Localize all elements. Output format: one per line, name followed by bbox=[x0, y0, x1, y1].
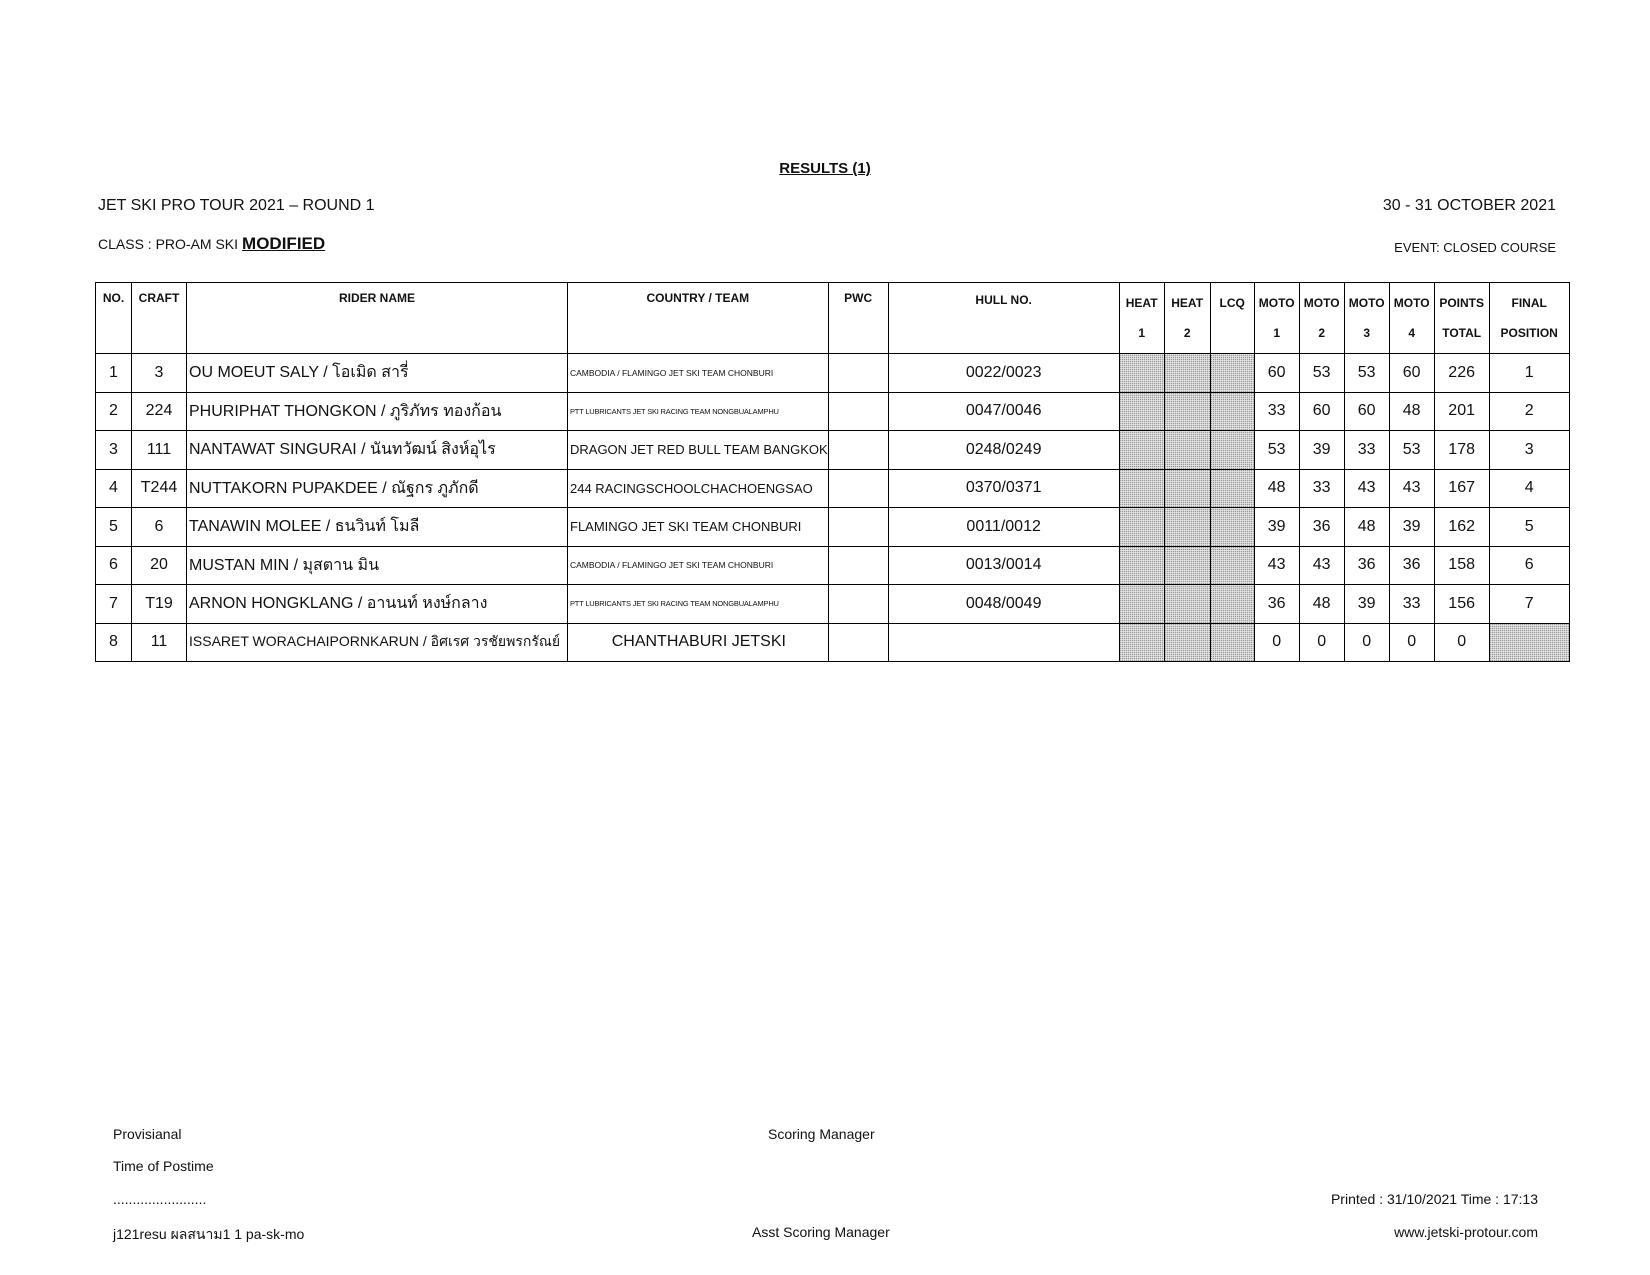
cell-moto3: 43 bbox=[1344, 469, 1389, 508]
cell-hull: 0248/0249 bbox=[888, 431, 1119, 470]
class-value: MODIFIED bbox=[242, 234, 326, 253]
cell-craft: 111 bbox=[132, 431, 187, 470]
cell-no: 1 bbox=[96, 354, 132, 393]
cell-team: CHANTHABURI JETSKI bbox=[568, 623, 829, 662]
col-header-team: COUNTRY / TEAM bbox=[568, 283, 829, 354]
cell-craft: 224 bbox=[132, 392, 187, 431]
cell-hull: 0370/0371 bbox=[888, 469, 1119, 508]
cell-rider: ARNON HONGKLANG / อานนท์ หงษ์กลาง bbox=[187, 585, 568, 624]
table-row bbox=[96, 546, 1570, 585]
cell-rider: ISSARET WORACHAIPORNKARUN / อิศเรศ วรชัยพรกรัณย์ bbox=[187, 623, 568, 662]
cell-final: 7 bbox=[1489, 585, 1569, 624]
cell-pwc bbox=[828, 546, 888, 585]
cell-moto1: 53 bbox=[1254, 431, 1299, 470]
col-header-moto4-top: MOTO bbox=[1393, 296, 1430, 310]
cell-moto1: 60 bbox=[1254, 354, 1299, 393]
cell-team: 244 RACINGSCHOOLCHACHOENGSAO bbox=[568, 469, 829, 508]
cell-hull: 0047/0046 bbox=[888, 392, 1119, 431]
col-header-heat2-top: HEAT bbox=[1171, 296, 1204, 310]
cell-total: 178 bbox=[1434, 431, 1489, 470]
footer-scoring-manager: Scoring Manager bbox=[768, 1126, 875, 1142]
cell-pwc bbox=[828, 585, 888, 624]
cell-no: 3 bbox=[96, 431, 132, 470]
cell-moto4: 43 bbox=[1389, 469, 1434, 508]
cell-no: 6 bbox=[96, 546, 132, 585]
cell-hull: 0013/0014 bbox=[888, 546, 1119, 585]
cell-moto4: 39 bbox=[1389, 508, 1434, 547]
cell-no: 2 bbox=[96, 392, 132, 431]
footer-website: www.jetski-protour.com bbox=[1394, 1224, 1538, 1240]
cell-heat1 bbox=[1119, 469, 1164, 508]
cell-no: 8 bbox=[96, 623, 132, 662]
cell-moto3: 0 bbox=[1344, 623, 1389, 662]
col-header-heat1-bottom: 1 bbox=[1138, 326, 1145, 340]
cell-moto1: 0 bbox=[1254, 623, 1299, 662]
cell-total: 201 bbox=[1434, 392, 1489, 431]
col-header-heat2-bottom: 2 bbox=[1183, 326, 1191, 340]
cell-lcq bbox=[1210, 469, 1254, 508]
col-header-rider: RIDER NAME bbox=[187, 283, 568, 354]
cell-heat1 bbox=[1119, 431, 1164, 470]
table-row bbox=[96, 431, 1570, 470]
event-date: 30 - 31 OCTOBER 2021 bbox=[1382, 197, 1556, 214]
table-row bbox=[96, 585, 1570, 624]
cell-lcq bbox=[1210, 508, 1254, 547]
cell-pwc bbox=[828, 469, 888, 508]
col-header-heat1 bbox=[1119, 283, 1164, 354]
event-type: EVENT: CLOSED COURSE bbox=[1394, 240, 1556, 255]
cell-rider: MUSTAN MIN / มุสตาน มิน bbox=[187, 546, 568, 585]
cell-heat1 bbox=[1119, 508, 1164, 547]
cell-final: 4 bbox=[1489, 469, 1569, 508]
col-header-moto2 bbox=[1299, 283, 1344, 354]
cell-moto2: 60 bbox=[1299, 392, 1344, 431]
cell-total: 0 bbox=[1434, 623, 1489, 662]
cell-moto3: 60 bbox=[1344, 392, 1389, 431]
cell-heat2 bbox=[1164, 392, 1210, 431]
cell-moto2: 48 bbox=[1299, 585, 1344, 624]
cell-team: CAMBODIA / FLAMINGO JET SKI TEAM CHONBURI bbox=[568, 354, 829, 393]
cell-heat2 bbox=[1164, 469, 1210, 508]
cell-heat1 bbox=[1119, 623, 1164, 662]
cell-pwc bbox=[828, 431, 888, 470]
cell-rider: TANAWIN MOLEE / ธนวินท์ โมลี bbox=[187, 508, 568, 547]
cell-moto2: 39 bbox=[1299, 431, 1344, 470]
cell-craft: T244 bbox=[132, 469, 187, 508]
cell-moto4: 60 bbox=[1389, 354, 1434, 393]
table-row bbox=[96, 623, 1570, 662]
page-title: RESULTS (1) bbox=[779, 160, 871, 177]
col-header-points bbox=[1434, 283, 1489, 354]
cell-moto3: 53 bbox=[1344, 354, 1389, 393]
col-header-final-top: FINAL bbox=[1511, 296, 1547, 310]
cell-hull bbox=[888, 623, 1119, 662]
class-line bbox=[98, 234, 325, 254]
cell-craft: T19 bbox=[132, 585, 187, 624]
cell-lcq bbox=[1210, 623, 1254, 662]
cell-moto4: 0 bbox=[1389, 623, 1434, 662]
cell-heat2 bbox=[1164, 585, 1210, 624]
cell-rider: NUTTAKORN PUPAKDEE / ณัฐกร ภูภักดี bbox=[187, 469, 568, 508]
footer-provisional: Provisianal bbox=[113, 1126, 182, 1142]
cell-pwc bbox=[828, 623, 888, 662]
cell-moto2: 0 bbox=[1299, 623, 1344, 662]
col-header-moto4 bbox=[1389, 283, 1434, 354]
event-name: JET SKI PRO TOUR 2021 – ROUND 1 bbox=[98, 197, 375, 214]
table-header-row bbox=[96, 283, 1570, 354]
cell-final: 2 bbox=[1489, 392, 1569, 431]
footer-postime: Time of Postime bbox=[113, 1158, 214, 1174]
cell-rider: PHURIPHAT THONGKON / ภูริภัทร ทองก้อน bbox=[187, 392, 568, 431]
col-header-hull: HULL NO. bbox=[888, 283, 1119, 354]
cell-moto3: 33 bbox=[1344, 431, 1389, 470]
cell-total: 158 bbox=[1434, 546, 1489, 585]
col-header-lcq-top: LCQ bbox=[1219, 296, 1245, 310]
col-header-craft: CRAFT bbox=[132, 283, 187, 354]
cell-moto3: 39 bbox=[1344, 585, 1389, 624]
cell-lcq bbox=[1210, 392, 1254, 431]
col-header-points-top: POINTS bbox=[1439, 296, 1484, 310]
cell-moto2: 53 bbox=[1299, 354, 1344, 393]
cell-moto1: 36 bbox=[1254, 585, 1299, 624]
col-header-pwc: PWC bbox=[828, 283, 888, 354]
cell-heat2 bbox=[1164, 508, 1210, 547]
cell-team: PTT LUBRICANTS JET SKI RACING TEAM NONGBUALAMPHU bbox=[568, 585, 829, 624]
cell-total: 167 bbox=[1434, 469, 1489, 508]
col-header-moto3 bbox=[1344, 283, 1389, 354]
cell-rider: NANTAWAT SINGURAI / นันทวัฒน์ สิงห์อุไร bbox=[187, 431, 568, 470]
cell-hull: 0048/0049 bbox=[888, 585, 1119, 624]
col-header-final-bottom: POSITION bbox=[1500, 326, 1558, 340]
cell-team: PTT LUBRICANTS JET SKI RACING TEAM NONGBUALAMPHU bbox=[568, 392, 829, 431]
cell-heat2 bbox=[1164, 354, 1210, 393]
cell-moto1: 33 bbox=[1254, 392, 1299, 431]
cell-pwc bbox=[828, 508, 888, 547]
col-header-moto1 bbox=[1254, 283, 1299, 354]
col-header-moto2-bottom: 2 bbox=[1318, 326, 1325, 340]
cell-craft: 3 bbox=[132, 354, 187, 393]
cell-moto4: 33 bbox=[1389, 585, 1434, 624]
cell-total: 162 bbox=[1434, 508, 1489, 547]
cell-heat2 bbox=[1164, 546, 1210, 585]
cell-lcq bbox=[1210, 354, 1254, 393]
cell-moto1: 43 bbox=[1254, 546, 1299, 585]
col-header-moto2-top: MOTO bbox=[1303, 296, 1340, 310]
cell-hull: 0022/0023 bbox=[888, 354, 1119, 393]
col-header-moto3-top: MOTO bbox=[1348, 296, 1385, 310]
cell-lcq bbox=[1210, 546, 1254, 585]
cell-craft: 11 bbox=[132, 623, 187, 662]
table-row bbox=[96, 469, 1570, 508]
col-header-moto1-top: MOTO bbox=[1258, 296, 1295, 310]
cell-team: FLAMINGO JET SKI TEAM CHONBURI bbox=[568, 508, 829, 547]
col-header-points-bottom: TOTAL bbox=[1442, 326, 1482, 340]
cell-team: CAMBODIA / FLAMINGO JET SKI TEAM CHONBURI bbox=[568, 546, 829, 585]
cell-final: 3 bbox=[1489, 431, 1569, 470]
cell-moto4: 48 bbox=[1389, 392, 1434, 431]
cell-no: 7 bbox=[96, 585, 132, 624]
cell-heat1 bbox=[1119, 354, 1164, 393]
cell-heat2 bbox=[1164, 623, 1210, 662]
class-label: CLASS : PRO-AM SKI bbox=[98, 236, 239, 252]
cell-heat1 bbox=[1119, 392, 1164, 431]
table-row bbox=[96, 354, 1570, 393]
cell-moto1: 48 bbox=[1254, 469, 1299, 508]
cell-team: DRAGON JET RED BULL TEAM BANGKOK bbox=[568, 431, 829, 470]
footer-file: j121resu ผลสนาม1 1 pa-sk-mo bbox=[113, 1226, 305, 1242]
cell-heat2 bbox=[1164, 431, 1210, 470]
cell-final: 1 bbox=[1489, 354, 1569, 393]
cell-heat1 bbox=[1119, 585, 1164, 624]
cell-moto2: 33 bbox=[1299, 469, 1344, 508]
col-header-final bbox=[1489, 283, 1569, 354]
cell-no: 4 bbox=[96, 469, 132, 508]
cell-final: 6 bbox=[1489, 546, 1569, 585]
col-header-no: NO. bbox=[96, 283, 132, 354]
cell-final bbox=[1489, 623, 1569, 662]
cell-moto2: 36 bbox=[1299, 508, 1344, 547]
cell-moto2: 43 bbox=[1299, 546, 1344, 585]
cell-moto4: 36 bbox=[1389, 546, 1434, 585]
cell-lcq bbox=[1210, 431, 1254, 470]
cell-craft: 6 bbox=[132, 508, 187, 547]
cell-no: 5 bbox=[96, 508, 132, 547]
col-header-moto3-bottom: 3 bbox=[1363, 326, 1370, 340]
footer-asst-scoring-manager: Asst Scoring Manager bbox=[752, 1224, 890, 1240]
cell-final: 5 bbox=[1489, 508, 1569, 547]
col-header-lcq bbox=[1210, 283, 1254, 354]
cell-pwc bbox=[828, 354, 888, 393]
footer-dots: ........................ bbox=[113, 1191, 207, 1207]
cell-pwc bbox=[828, 392, 888, 431]
cell-lcq bbox=[1210, 585, 1254, 624]
cell-heat1 bbox=[1119, 546, 1164, 585]
cell-moto3: 36 bbox=[1344, 546, 1389, 585]
cell-hull: 0011/0012 bbox=[888, 508, 1119, 547]
cell-craft: 20 bbox=[132, 546, 187, 585]
col-header-heat2 bbox=[1164, 283, 1210, 354]
col-header-moto4-bottom: 4 bbox=[1408, 326, 1415, 340]
cell-total: 156 bbox=[1434, 585, 1489, 624]
cell-moto3: 48 bbox=[1344, 508, 1389, 547]
results-table bbox=[95, 282, 1570, 662]
footer-printed: Printed : 31/10/2021 Time : 17:13 bbox=[1330, 1191, 1538, 1207]
cell-total: 226 bbox=[1434, 354, 1489, 393]
table-row bbox=[96, 508, 1570, 547]
col-header-heat1-top: HEAT bbox=[1125, 296, 1158, 310]
cell-moto1: 39 bbox=[1254, 508, 1299, 547]
table-row bbox=[96, 392, 1570, 431]
col-header-moto1-bottom: 1 bbox=[1273, 326, 1280, 340]
cell-rider: OU MOEUT SALY / โอเมิด สารี่ bbox=[187, 354, 568, 393]
cell-moto4: 53 bbox=[1389, 431, 1434, 470]
